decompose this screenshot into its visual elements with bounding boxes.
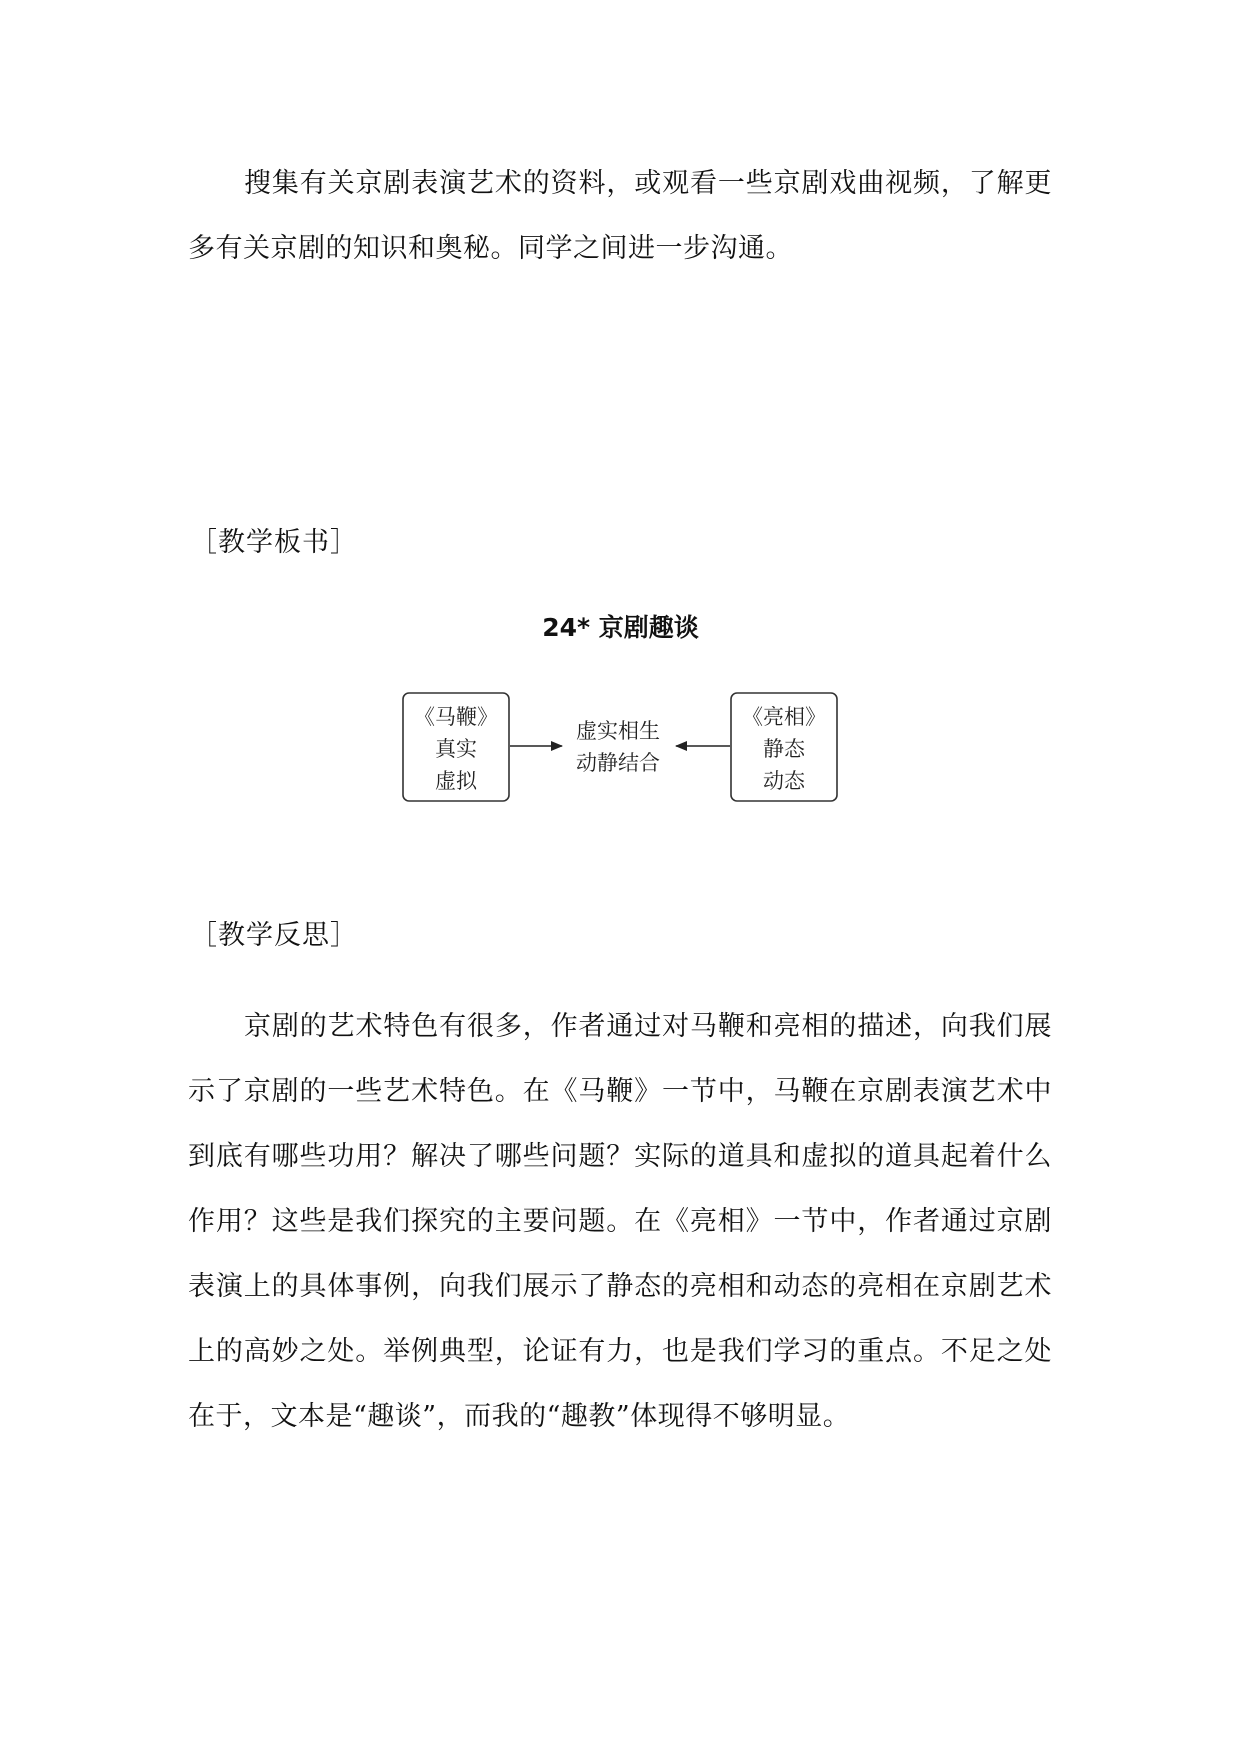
board-section-heading: ［教学板书］ bbox=[190, 527, 358, 558]
right-box-title: 《亮相》 bbox=[742, 705, 826, 729]
reflection-paragraph: 京剧的艺术特色有很多，作者通过对马鞭和亮相的描述，向我们展示了京剧的一些艺术特色。在《马鞭》一节中，马鞭在京剧表演艺术中到底有哪些功用？解决了哪些问题？实际的道具和虚拟的道具起着什么作用？这些是我们探究的主要问题。在《亮相》一节中，作者通过京剧表演上的具体事例，向我们展示了静态的亮相和动态的亮相在京剧艺术上的高妙之处。举例典型，论证有力，也是我们学习的重点。不足之处在于，文本是“趣谈”，而我的“趣教”体现得不够明显。 bbox=[188, 1011, 1052, 1432]
board-title: 24* 京剧趣谈 bbox=[542, 613, 699, 642]
reflection-section-heading: ［教学反思］ bbox=[190, 920, 358, 951]
center-node bbox=[576, 719, 660, 775]
right-box bbox=[731, 693, 837, 801]
right-box-item-1: 静态 bbox=[763, 737, 805, 761]
left-box-title: 《马鞭》 bbox=[414, 705, 498, 729]
center-line-1: 虚实相生 bbox=[576, 719, 660, 743]
board-diagram bbox=[400, 690, 840, 810]
left-box-item-2: 虚拟 bbox=[435, 769, 477, 793]
left-box bbox=[403, 693, 509, 801]
left-box-item-1: 真实 bbox=[435, 737, 477, 761]
right-box-item-2: 动态 bbox=[763, 769, 805, 793]
intro-paragraph: 搜集有关京剧表演艺术的资料，或观看一些京剧戏曲视频，了解更多有关京剧的知识和奥秘。同学之间进一步沟通。 bbox=[188, 168, 1052, 264]
center-line-2: 动静结合 bbox=[576, 751, 660, 775]
